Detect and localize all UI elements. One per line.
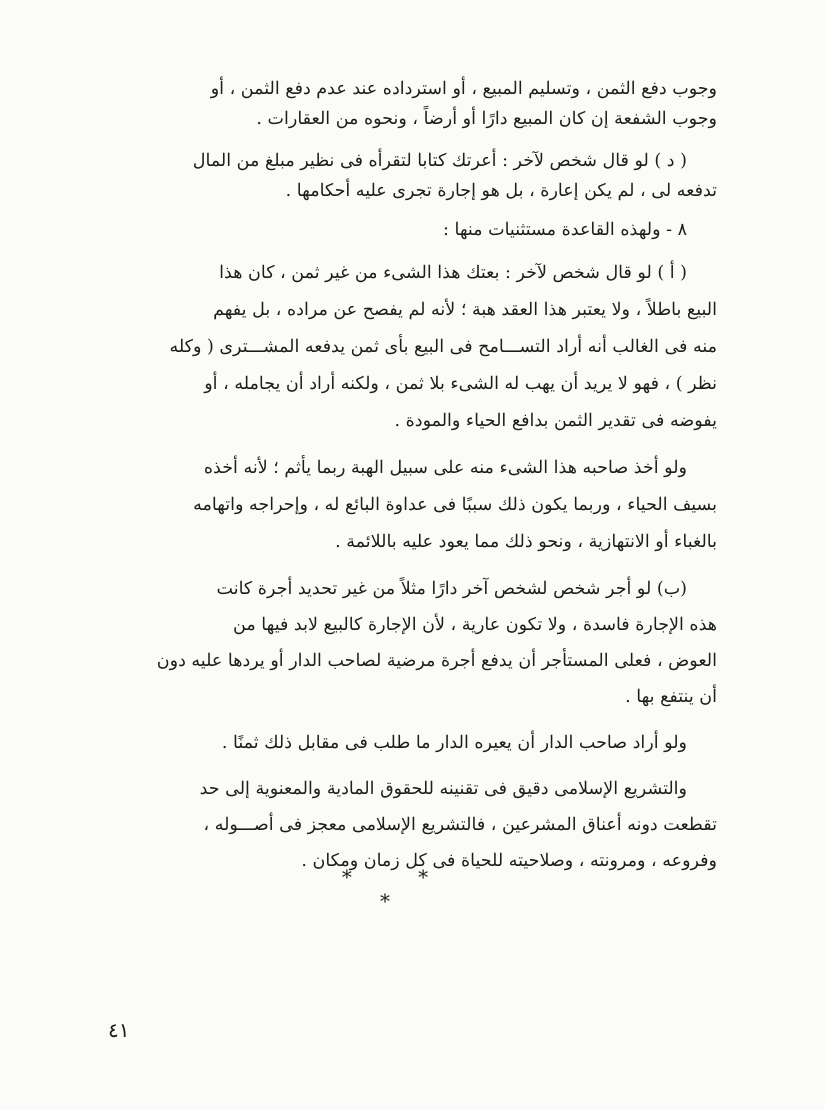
- text-line: ( أ ) لو قال شخص لآخر : بعتك هذا الشىء من غير ثمن ، كان هذا: [219, 263, 687, 283]
- text-line: ولو أراد صاحب الدار أن يعيره الدار ما طلب فى مقابل ذلك ثمنًا .: [221, 733, 687, 753]
- text-line: أن ينتفع بها .: [625, 687, 717, 707]
- text-line: منه فى الغالب أنه أراد التســـامح فى البيع بأى ثمن يدفعه المشـــترى ( وكله: [169, 337, 717, 357]
- text-line: ٨ - ولهذه القاعدة مستثنيات منها :: [443, 220, 687, 240]
- text-line: تقطعت دونه أعناق المشرعين ، فالتشريع الإسلامى معجز فى أصـــوله ،: [203, 815, 717, 835]
- page-body-text: [92, 74, 717, 879]
- text-line: هذه الإجارة فاسدة ، ولا تكون عارية ، لأن الإجارة كالبيع لابد فيها من: [233, 615, 717, 635]
- text-line: يفوضه فى تقدير الثمن بدافع الحياء والمودة .: [394, 411, 717, 431]
- text-line: البيع باطلاً ، ولا يعتبر هذا العقد هبة ؛ لأنه لم يفصح عن مراده ، بل يفهم: [213, 300, 717, 320]
- page-number: ٤١: [108, 1018, 130, 1042]
- text-line: بسيف الحياء ، وربما يكون ذلك سببًا فى عداوة البائع له ، وإحراجه واتهامه: [193, 495, 717, 515]
- text-line: بالغباء أو الانتهازية ، ونحو ذلك مما يعود عليه باللائمة .: [335, 532, 717, 552]
- paragraph: [92, 215, 717, 245]
- text-line: العوض ، فعلى المستأجر أن يدفع أجرة مرضية لصاحب الدار أو يردها عليه دون: [156, 651, 717, 671]
- text-line: ( د ) لو قال شخص لآخر : أعرتك كتابا لتقرأه فى نظير مبلغ من المال: [192, 151, 687, 171]
- text-line: وجوب الشفعة إن كان المبيع دارًا أو أرضاً ، ونحوه من العقارات .: [256, 109, 717, 129]
- paragraph: [92, 146, 717, 206]
- paragraph: [92, 571, 717, 715]
- text-line: ولو أخذ صاحبه هذا الشىء منه على سبيل الهبة ربما يأثم ؛ لأنه أخذه: [203, 458, 687, 478]
- section-separator: * * *: [341, 865, 459, 913]
- paragraph: [92, 771, 717, 879]
- text-line: نظر ) ، فهو لا يريد أن يهب له الشىء بلا ثمن ، ولكنه أراد أن يجامله ، أو: [204, 374, 717, 394]
- paragraph: [92, 74, 717, 134]
- text-line: وفروعه ، ومرونته ، وصلاحيته للحياة فى كل زمان ومكان .: [301, 851, 717, 871]
- paragraph: [92, 255, 717, 440]
- paragraph: [92, 450, 717, 561]
- text-line: والتشريع الإسلامى دقيق فى تقنينه للحقوق المادية والمعنوية إلى حد: [199, 779, 687, 799]
- text-line: وجوب دفع الثمن ، وتسليم المبيع ، أو استرداده عند عدم دفع الثمن ، أو: [210, 79, 717, 99]
- paragraph: [92, 725, 717, 761]
- text-line: (ب) لو أجر شخص لشخص آخر دارًا مثلاً من غير تحديد أجرة كانت: [216, 579, 687, 599]
- text-line: تدفعه لى ، لم يكن إعارة ، بل هو إجارة تجرى عليه أحكامها .: [285, 181, 717, 201]
